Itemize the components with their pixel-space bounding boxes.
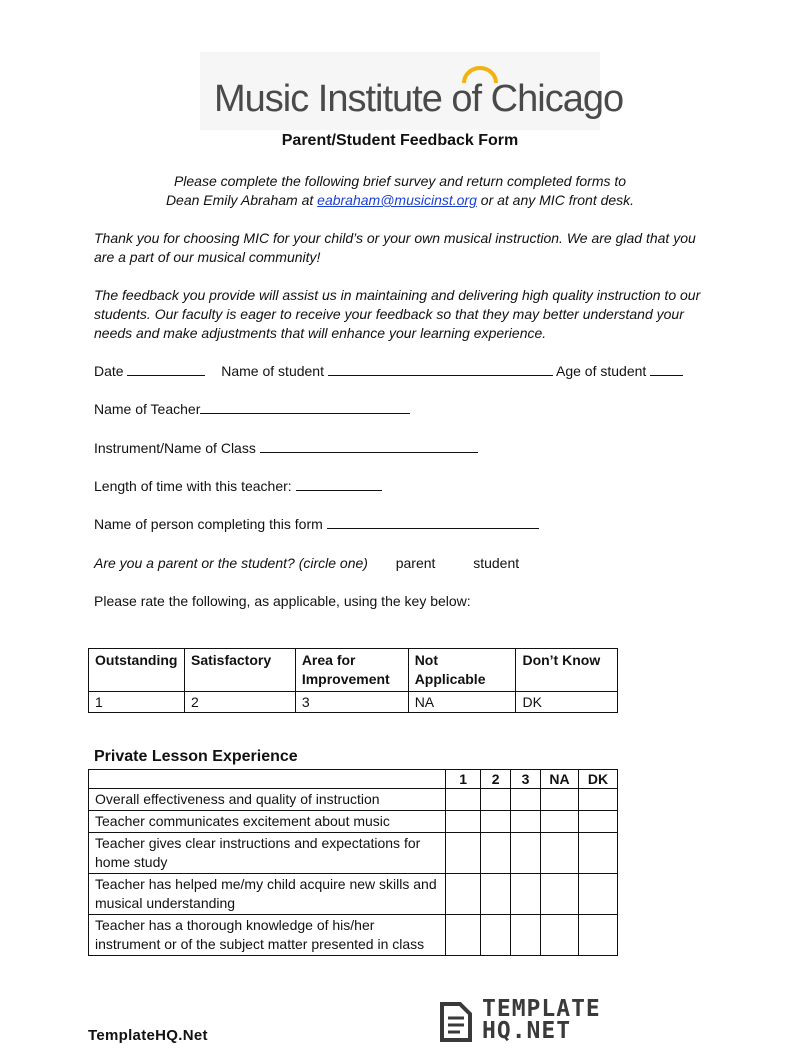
rating-cell[interactable] <box>481 874 511 915</box>
rating-cell[interactable] <box>481 811 511 833</box>
experience-header-row <box>89 770 618 789</box>
column-header: 3 <box>511 770 541 789</box>
student-age-input[interactable] <box>650 363 683 376</box>
email-link[interactable]: eabraham@musicinst.org <box>317 192 477 208</box>
intro-line-2-suffix: or at any MIC front desk. <box>476 192 635 208</box>
key-value-row <box>89 692 618 713</box>
watermark-text <box>482 998 601 1042</box>
rating-cell[interactable] <box>446 811 481 833</box>
length-label: Length of time with this teacher: <box>94 478 292 494</box>
rating-cell[interactable] <box>481 833 511 874</box>
person-row <box>94 516 539 532</box>
key-value-cell: DK <box>516 692 618 713</box>
rating-cell[interactable] <box>481 789 511 811</box>
footer-brand-text: TemplateHQ.Net <box>88 1027 208 1044</box>
length-row <box>94 478 382 494</box>
logo-text: Music Institute of Chicago <box>214 78 624 120</box>
intro-line-2 <box>0 191 800 210</box>
row-label: Teacher communicates excitement about music <box>89 811 446 833</box>
feedback-paragraph: The feedback you provide will assist us in maintaining and delivering high quality instruction to our students. Our faculty is eager to receive your feedback so that they may better understand your needs and make adjustments that will enhance your learning experience. <box>94 287 701 341</box>
instrument-input[interactable] <box>260 440 478 453</box>
rating-cell[interactable] <box>446 915 481 956</box>
rating-cell[interactable] <box>511 915 541 956</box>
instrument-label: Instrument/Name of Class <box>94 440 256 456</box>
watermark-line-2: HQ.NET <box>482 1018 572 1044</box>
rating-cell[interactable] <box>579 789 618 811</box>
experience-header-blank <box>89 770 446 789</box>
rating-cell[interactable] <box>511 874 541 915</box>
row-label: Overall effectiveness and quality of instruction <box>89 789 446 811</box>
person-input[interactable] <box>327 516 539 529</box>
rating-cell[interactable] <box>511 789 541 811</box>
student-name-input[interactable] <box>328 363 553 376</box>
document-icon <box>438 1000 474 1044</box>
rating-cell[interactable] <box>579 874 618 915</box>
table-row <box>89 874 618 915</box>
parent-question-row <box>94 555 519 571</box>
date-input[interactable] <box>127 363 205 376</box>
rate-instructions: Please rate the following, as applicable, using the key below: <box>94 593 471 609</box>
rating-cell[interactable] <box>511 833 541 874</box>
rating-cell[interactable] <box>541 811 579 833</box>
student-info-row <box>94 363 683 379</box>
row-label: Teacher has a thorough knowledge of his/her instrument or of the subject matter presented in class <box>89 915 446 956</box>
rating-cell[interactable] <box>446 874 481 915</box>
intro-line-1: Please complete the following brief survey and return completed forms to <box>173 173 627 189</box>
teacher-input[interactable] <box>200 401 410 414</box>
column-header: NA <box>541 770 579 789</box>
intro-line-2-prefix: Dean Emily Abraham at <box>165 192 318 208</box>
option-parent[interactable]: parent <box>395 555 436 571</box>
rating-cell[interactable] <box>481 915 511 956</box>
watermark-line-1: TEMPLATE <box>482 996 601 1022</box>
key-value-cell: 2 <box>184 692 295 713</box>
person-label: Name of person completing this form <box>94 516 323 532</box>
key-header-row <box>89 649 618 692</box>
rating-cell[interactable] <box>541 833 579 874</box>
lesson-experience-table <box>88 769 618 956</box>
key-header-cell: Outstanding <box>89 649 185 692</box>
mic-logo <box>200 52 624 130</box>
thank-you-paragraph: Thank you for choosing MIC for your child’s or your own musical instruction. We are glad that you are a part of our musical community! <box>94 230 696 265</box>
option-student[interactable]: student <box>473 555 520 571</box>
table-row <box>89 915 618 956</box>
table-row <box>89 811 618 833</box>
section-title: Private Lesson Experience <box>94 748 298 765</box>
rating-cell[interactable] <box>541 915 579 956</box>
table-row <box>89 833 618 874</box>
teacher-row <box>94 401 410 417</box>
rating-cell[interactable] <box>446 789 481 811</box>
key-header-cell: Don’t Know <box>516 649 618 692</box>
table-row <box>89 789 618 811</box>
student-name-label: Name of student <box>221 363 324 379</box>
length-input[interactable] <box>296 478 382 491</box>
key-header-cell: Area for Improvement <box>295 649 408 692</box>
column-header: DK <box>579 770 618 789</box>
key-header-cell: Satisfactory <box>184 649 295 692</box>
row-label: Teacher gives clear instructions and expectations for home study <box>89 833 446 874</box>
key-value-cell: 1 <box>89 692 185 713</box>
column-header: 1 <box>446 770 481 789</box>
rating-cell[interactable] <box>579 833 618 874</box>
rating-key-table <box>88 648 618 713</box>
instrument-row <box>94 440 478 456</box>
rating-cell[interactable] <box>579 915 618 956</box>
rating-cell[interactable] <box>541 789 579 811</box>
templatehq-watermark <box>438 998 638 1046</box>
key-value-cell: NA <box>408 692 516 713</box>
rating-cell[interactable] <box>511 811 541 833</box>
date-label: Date <box>94 363 124 379</box>
rating-cell[interactable] <box>579 811 618 833</box>
rating-cell[interactable] <box>541 874 579 915</box>
teacher-label: Name of Teacher <box>94 401 201 417</box>
column-header: 2 <box>481 770 511 789</box>
student-age-label: Age of student <box>556 363 647 379</box>
form-title: Parent/Student Feedback Form <box>281 132 519 149</box>
parent-question-label: Are you a parent or the student? (circle one) <box>94 555 368 571</box>
row-label: Teacher has helped me/my child acquire new skills and musical understanding <box>89 874 446 915</box>
key-value-cell: 3 <box>295 692 408 713</box>
intro-text <box>0 172 800 210</box>
key-header-cell: Not Applicable <box>408 649 516 692</box>
rating-cell[interactable] <box>446 833 481 874</box>
